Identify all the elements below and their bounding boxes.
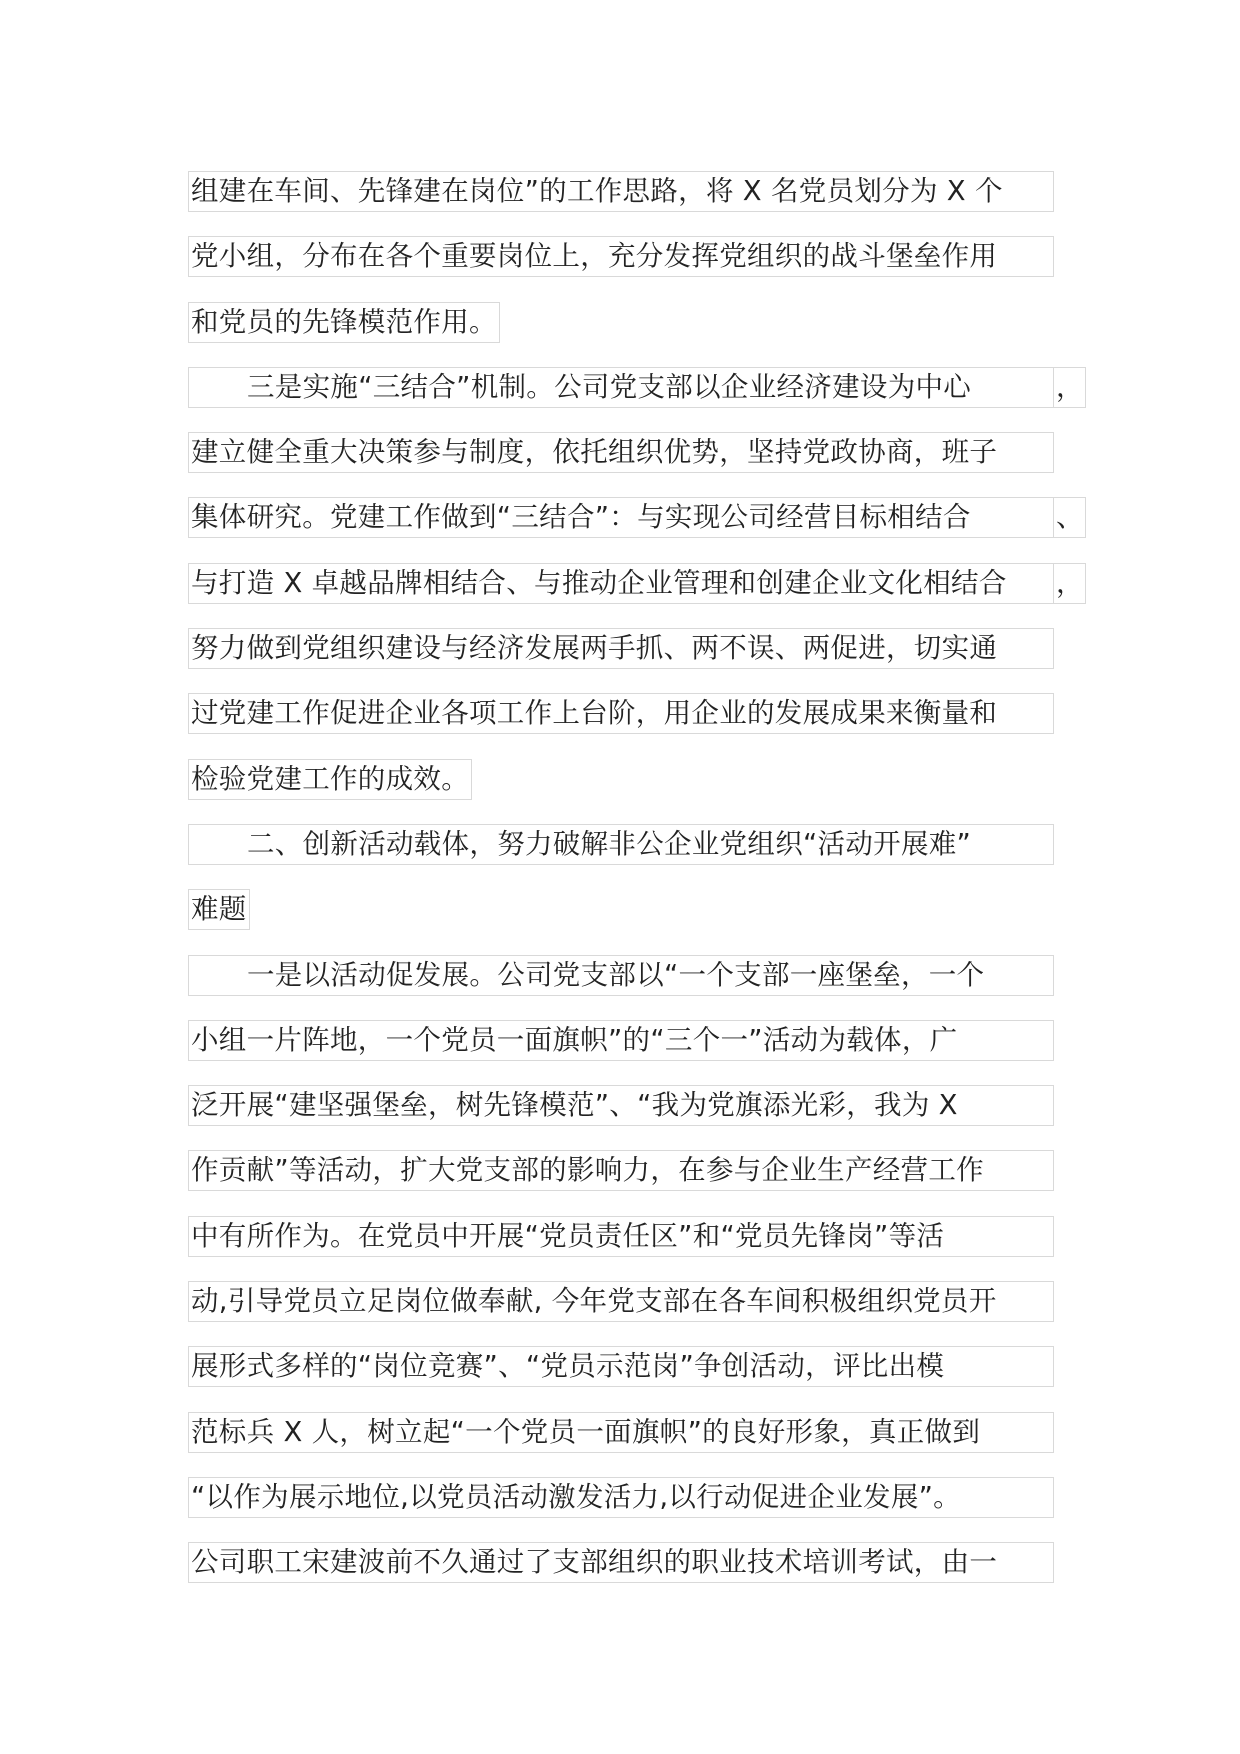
text-line bbox=[188, 628, 1088, 693]
text-line-content: 与打造 X 卓越品牌相结合、与推动企业管理和创建企业文化相结合 bbox=[188, 563, 1054, 604]
body-text bbox=[188, 171, 1088, 1608]
paragraph-first-line bbox=[188, 367, 1088, 432]
text-line bbox=[188, 1346, 1088, 1411]
text-line-content: 小组一片阵地，一个党员一面旗帜”的“三个一”活动为载体，广 bbox=[188, 1020, 1054, 1061]
text-line bbox=[188, 1542, 1088, 1607]
text-line-content: 展形式多样的“岗位竞赛”、“党员示范岗”争创活动，评比出模 bbox=[188, 1346, 1054, 1387]
overflow-punctuation: ， bbox=[1052, 563, 1086, 604]
text-line bbox=[188, 1150, 1088, 1215]
text-line-content: 中有所作为。在党员中开展“党员责任区”和“党员先锋岗”等活 bbox=[188, 1216, 1054, 1257]
text-line-content: 动,引导党员立足岗位做奉献, 今年党支部在各车间积极组织党员开 bbox=[188, 1281, 1054, 1322]
text-line bbox=[188, 1412, 1088, 1477]
text-line-content: 组建在车间、先锋建在岗位”的工作思路，将 X 名党员划分为 X 个 bbox=[188, 171, 1054, 212]
text-line-content: “以作为展示地位,以党员活动激发活力,以行动促进企业发展”。 bbox=[188, 1477, 1054, 1518]
text-line-content: 泛开展“建坚强堡垒，树先锋模范”、“我为党旗添光彩，我为 X bbox=[188, 1085, 1054, 1126]
overflow-punctuation: 、 bbox=[1052, 497, 1086, 538]
text-line-content: 检验党建工作的成效。 bbox=[188, 759, 472, 800]
text-line-content: 过党建工作促进企业各项工作上台阶，用企业的发展成果来衡量和 bbox=[188, 693, 1054, 734]
text-line-content: 范标兵 X 人，树立起“一个党员一面旗帜”的良好形象，真正做到 bbox=[188, 1412, 1054, 1453]
text-line-content: 建立健全重大决策参与制度，依托组织优势，坚持党政协商，班子 bbox=[188, 432, 1054, 473]
text-line bbox=[188, 302, 1088, 367]
text-line bbox=[188, 497, 1088, 562]
text-line bbox=[188, 1477, 1088, 1542]
text-line bbox=[188, 171, 1088, 236]
section-heading: 难题 bbox=[188, 889, 250, 930]
text-line-content: 三是实施“三结合”机制。公司党支部以企业经济建设为中心 bbox=[188, 367, 1054, 408]
text-line-content: 集体研究。党建工作做到“三结合”：与实现公司经营目标相结合 bbox=[188, 497, 1054, 538]
section-heading-line bbox=[188, 889, 1088, 954]
text-line bbox=[188, 759, 1088, 824]
section-heading-line bbox=[188, 824, 1088, 889]
text-line-content: 一是以活动促发展。公司党支部以“一个支部一座堡垒，一个 bbox=[188, 955, 1054, 996]
section-heading: 二、创新活动载体，努力破解非公企业党组织“活动开展难” bbox=[188, 824, 1054, 865]
text-line bbox=[188, 563, 1088, 628]
text-line-content: 公司职工宋建波前不久通过了支部组织的职业技术培训考试，由一 bbox=[188, 1542, 1054, 1583]
text-line-content: 党小组，分布在各个重要岗位上，充分发挥党组织的战斗堡垒作用 bbox=[188, 236, 1054, 277]
overflow-punctuation: ， bbox=[1052, 367, 1086, 408]
text-line-content: 和党员的先锋模范作用。 bbox=[188, 302, 500, 343]
text-line bbox=[188, 1020, 1088, 1085]
text-line bbox=[188, 1216, 1088, 1281]
text-line-content: 作贡献”等活动，扩大党支部的影响力，在参与企业生产经营工作 bbox=[188, 1150, 1054, 1191]
text-line bbox=[188, 236, 1088, 301]
text-line-content: 努力做到党组织建设与经济发展两手抓、两不误、两促进，切实通 bbox=[188, 628, 1054, 669]
text-line bbox=[188, 1085, 1088, 1150]
paragraph-first-line bbox=[188, 955, 1088, 1020]
text-line bbox=[188, 1281, 1088, 1346]
text-line bbox=[188, 693, 1088, 758]
text-line bbox=[188, 432, 1088, 497]
